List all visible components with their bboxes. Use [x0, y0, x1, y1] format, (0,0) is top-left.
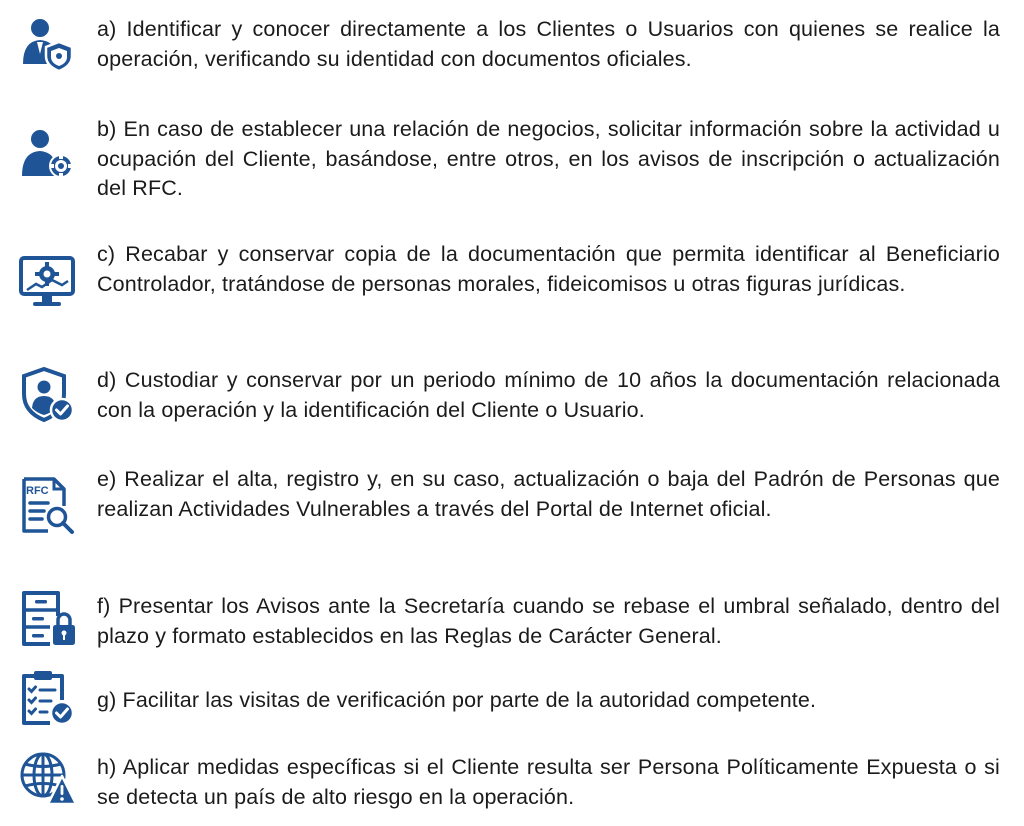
- rfc-document-search-icon: [18, 476, 76, 534]
- item-text: d) Custodiar y conservar por un periodo mínimo de 10 años la documentación relacionada con la operación y la identificación del Cliente o Usuario.: [97, 368, 1000, 422]
- clipboard-check-icon: [18, 668, 76, 726]
- globe-warning-icon: [18, 749, 76, 807]
- item-text: a) Identificar y conocer directamente a los Clientes o Usuarios con quienes se realice la operación, verificando su identidad con documentos oficiales.: [97, 17, 1000, 71]
- monitor-gear-icon: [18, 252, 76, 310]
- item-text: c) Recabar y conservar copia de la documentación que permita identificar al Beneficiario Controlador, tratándose de personas morales, fideicomisos u otras figuras jurídicas.: [97, 242, 1000, 296]
- file-cabinet-lock-icon: [18, 590, 76, 648]
- item-text: e) Realizar el alta, registro y, en su caso, actualización o baja del Padrón de Personas que realizan Actividades Vulnerables a través del Portal de Internet oficial.: [97, 467, 1000, 521]
- user-gear-icon: [18, 124, 76, 182]
- item-text: f) Presentar los Avisos ante la Secretaría cuando se rebase el umbral señalado, dentro del plazo y formato establecidos en las Reglas de Carácter General.: [97, 594, 1000, 648]
- rfc-badge: RFC: [26, 485, 49, 497]
- user-shield-icon: [18, 14, 76, 72]
- item-text: b) En caso de establecer una relación de negocios, solicitar información sobre la actividad u ocupación del Cliente, basándose, entre otros, en los avisos de inscripción o actualización del RFC.: [97, 117, 1000, 200]
- shield-user-check-icon: [18, 366, 76, 424]
- item-text: h) Aplicar medidas específicas si el Cliente resulta ser Persona Políticamente Expuesta o si se detecta un país de alto riesgo en la operación.: [97, 755, 1000, 809]
- item-text: g) Facilitar las visitas de verificación por parte de la autoridad competente.: [97, 688, 817, 712]
